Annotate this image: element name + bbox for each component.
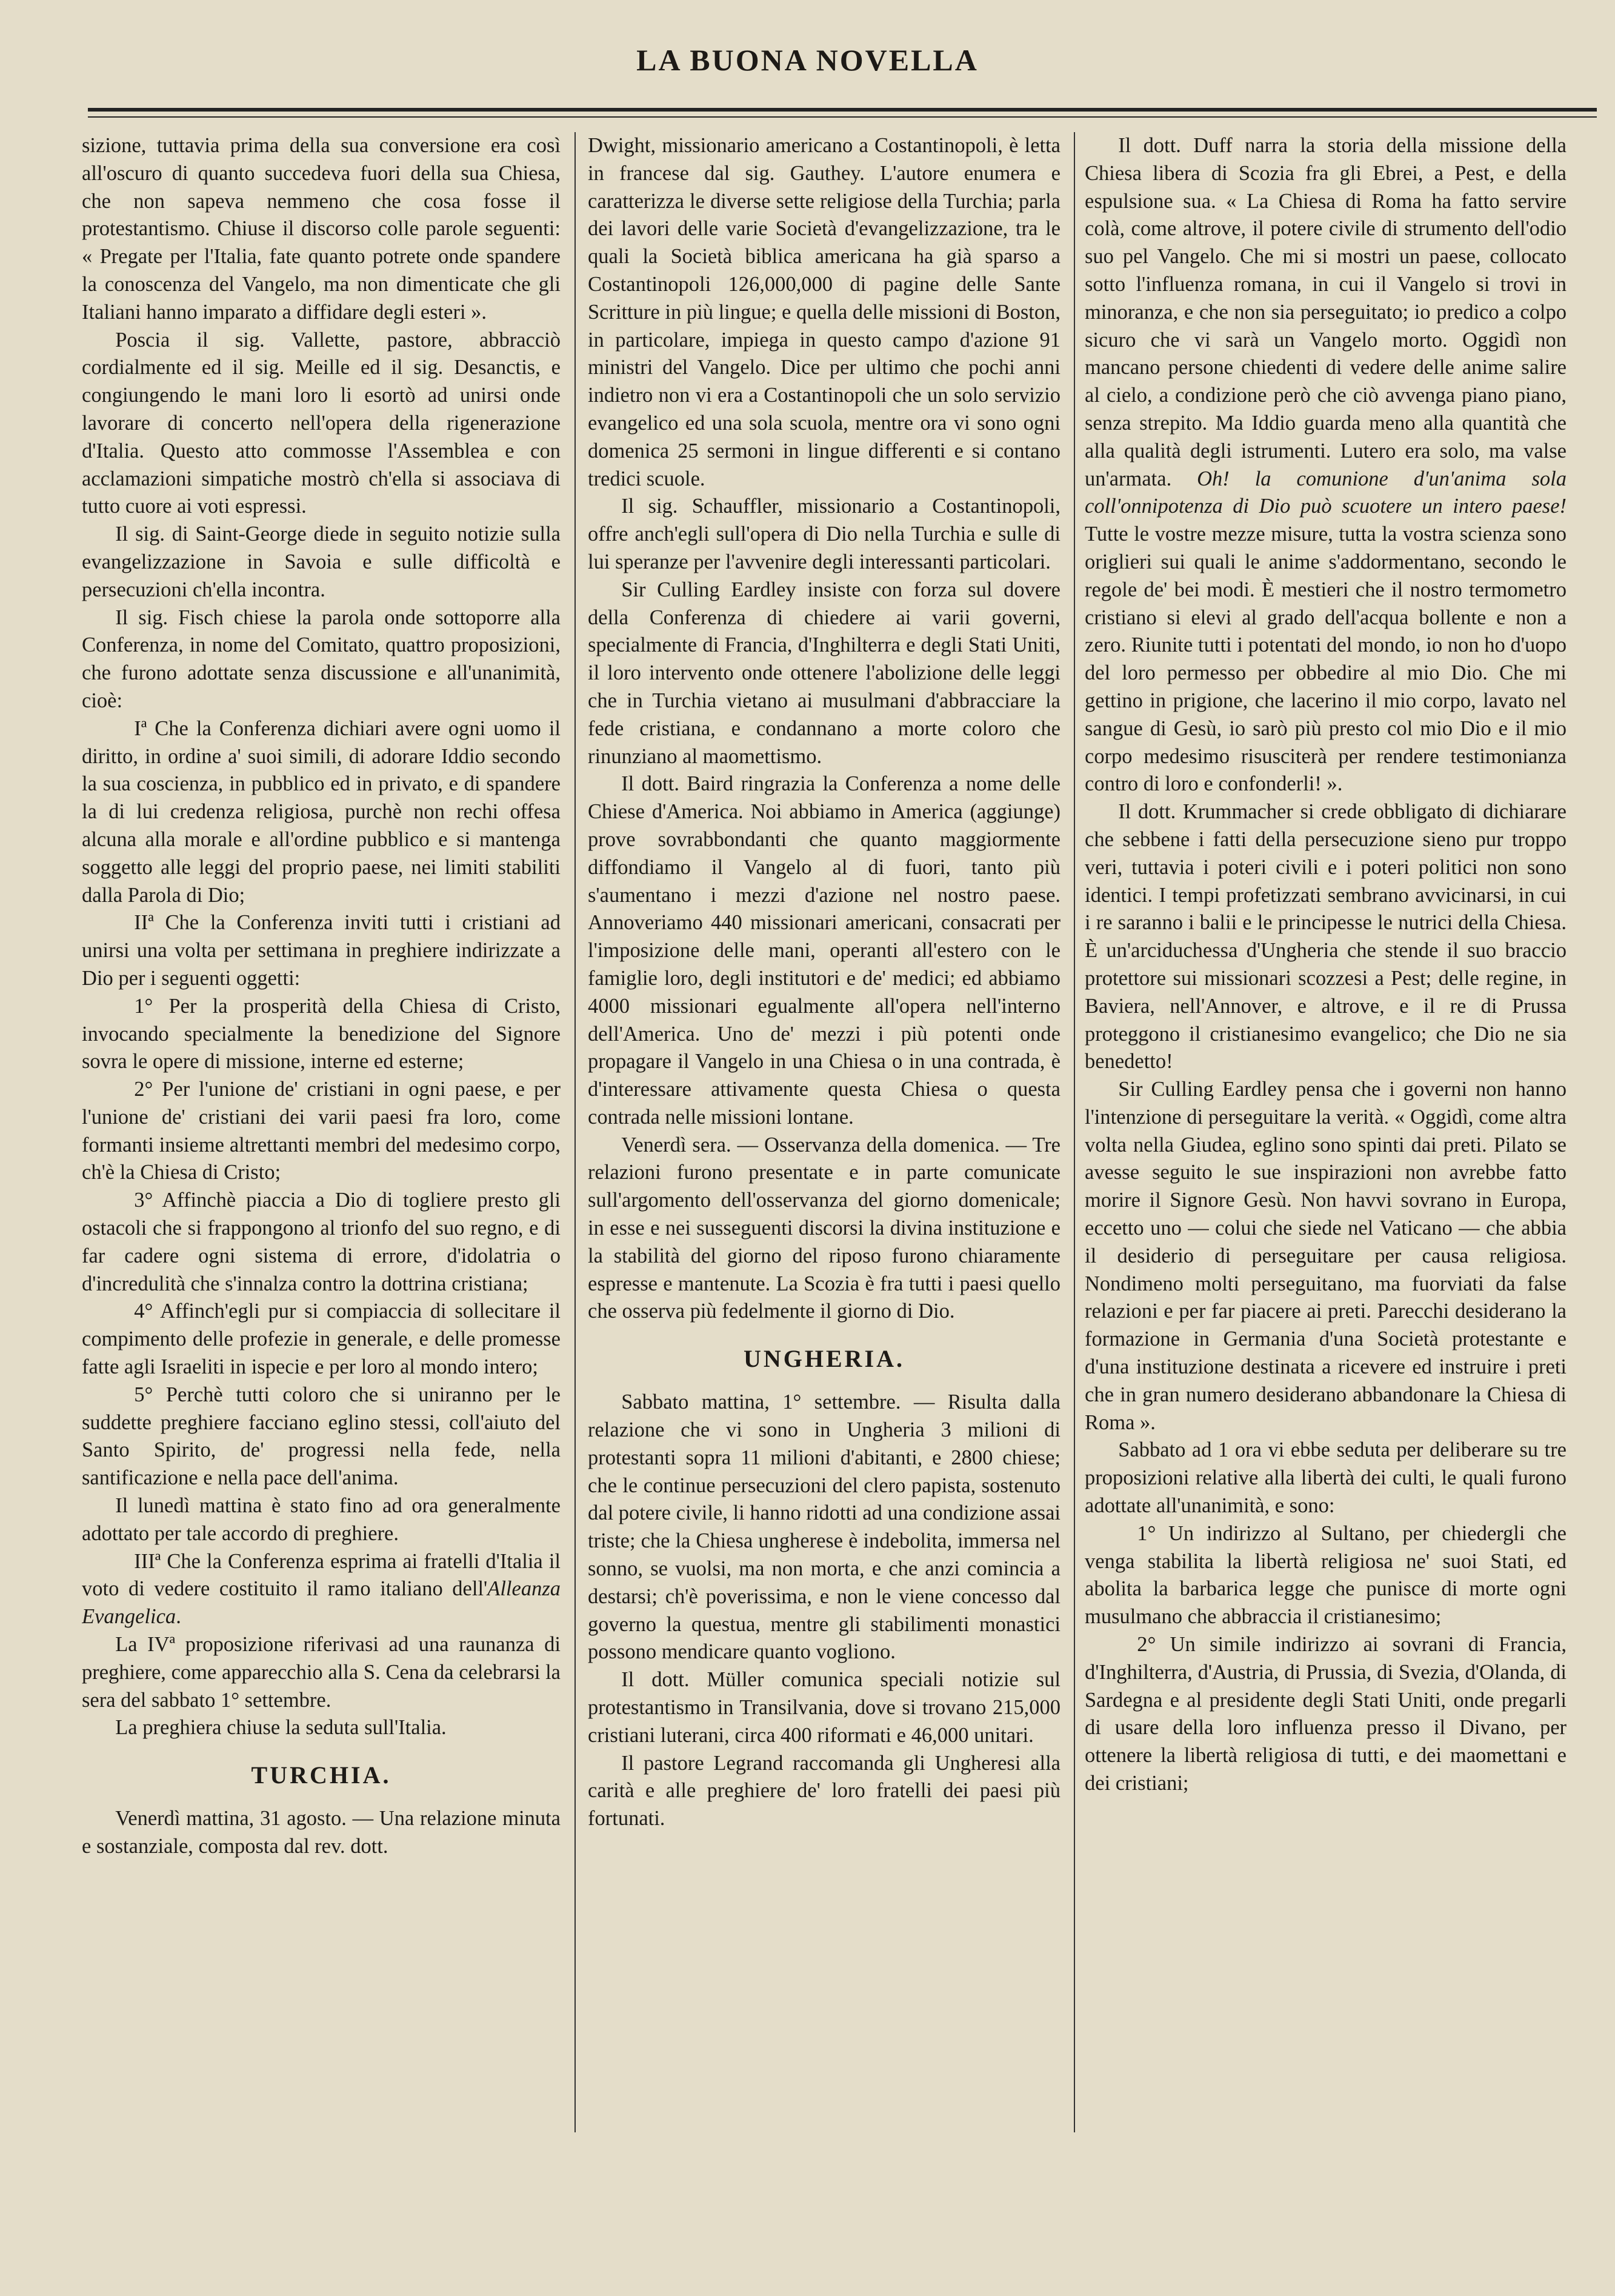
column-divider [574,132,576,2132]
proposition-2: IIª Che la Conferenza inviti tutti i cristiani ad unirsi una volta per settimana in preghiere indirizzate a Dio per i seguenti oggetti: [82,911,561,990]
prayer-item-4: 4° Affinch'egli pur si compiaccia di sollecitare il compimento delle profezie in generale, e delle promesse fatte agli Israeliti in ispecie e per loro al mondo intero; [82,1300,561,1379]
duff-speech-end: Tutte le vostre mezze misure, tutta la vostra scienza sono origlieri sui quali le anime s'addormentano, secondo le regole de' bei modi. È mestieri che il nostro termometro cristiano si elevi al grado dell'acqua bollente e non a zero. Riunite tutti i potentati del mondo, io non ho d'uopo del loro permesso per obbedire al mio Dio. Che mi gettino in prigione, che lacerino il mio corpo, lavato nel sangue di Gesù, io sarò più presto col mio Dio e il mio corpo medesimo risusciterà per rendere testimonianza contro di loro e confonderli! ». [1085,522,1567,796]
paragraph: Il lunedì mattina è stato fino ad ora generalmente adottato per tale accordo di preghiere. [82,1494,561,1545]
paragraph: Il sig. Fisch chiese la parola onde sottoporre alla Conferenza, in nome del Comitato, quattro proposizioni, che furono adottate senza discussione e all'unanimità, cioè: [82,606,561,712]
paragraph: Il sig. Schauffler, missionario a Costantinopoli, offre anch'egli sull'opera di Dio nella Turchia e sulle di lui speranze per l'avvenire degli interessanti particolari. [588,495,1061,573]
paragraph: Il sig. di Saint-George diede in seguito notizie sulla evangelizzazione in Savoia e sulle difficoltà e persecuzioni ch'ella incontra. [82,522,561,601]
liberty-item-1: 1° Un indirizzo al Sultano, per chiedergli che venga stabilita la libertà religiosa ne' suoi Stati, ed abolita la barbarica legge che punisce di morte ogni musulmano che abbraccia il cristianesimo; [1085,1521,1567,1629]
column-3 [1085,132,1567,2151]
proposition-1: Iª Che la Conferenza dichiari avere ogni uomo il diritto, in ordine a' suoi simili, di adorare Iddio secondo la sua coscienza, in pubblico ed in privato, e di spandere la di lui credenza religiosa, purchè non rechi offesa alcuna alla morale e all'ordine pubblico e si mantenga soggetto alle leggi del proprio paese, nei limiti stabiliti dalla Parola di Dio; [82,716,561,907]
paragraph: Venerdì mattina, 31 agosto. — Una relazione minuta e sostanziale, composta dal rev. dott. [82,1807,561,1858]
paragraph: Il dott. Baird ringrazia la Conferenza a nome delle Chiese d'America. Noi abbiamo in America (aggiunge) prove sovrabbondanti che quanto maggiormente diffondiamo il Vangelo al di fuori, tanto più s'aumentano i mezzi d'azione nel nostro paese. Annoveriamo 440 missionari americani, consacrati per l'imposizione delle mani, operanti all'estero con le famiglie loro, degli institutori e de' medici; ed abbiamo 4000 missionari egualmente all'opera nell'interno dell'America. Uno de' mezzi i più potenti onde propagare il Vangelo in una Chiesa o in una contrada, è d'interessare attivamente questa Chiesa o questa contrada nelle missioni lontane. [588,772,1061,1129]
proposition-3-end: . [176,1605,181,1629]
column-divider [1074,132,1075,2132]
column-1 [82,132,561,2151]
paragraph: Sabbato ad 1 ora vi ebbe seduta per deliberare su tre proposizioni relative alla libertà dei culti, le quali furono adottate all'unanimità, e sono: [1085,1438,1567,1518]
paragraph: Sir Culling Eardley insiste con forza sul dovere della Conferenza di chiedere ai varii governi, specialmente di Francia, d'Inghilterra e degli Stati Uniti, il loro intervento onde ottenere l'abolizione delle leggi che in Turchia vietano ai musulmani d'abbracciare la fede cristiana, e condannano a morte coloro che rinunziano al maomettismo. [588,578,1061,768]
section-heading-ungheria: UNGHERIA. [743,1345,905,1373]
paragraph: Poscia il sig. Vallette, pastore, abbracciò cordialmente ed il sig. Meille ed il sig. Desanctis, e congiungendo le mani loro li esortò ad unirsi onde lavorare di concerto nell'opera della rigenerazione d'Italia. Questo atto commosse l'Assemblea e con acclamazioni simpatiche mostrò ch'ella si associava di tutto cuore ai voti espressi. [82,328,561,518]
header-rule-thin [88,116,1597,118]
paragraph: Sir Culling Eardley pensa che i governi non hanno l'intenzione di perseguitare la verità. « Oggidì, come altra volta nella Giudea, eglino sono spinti dai preti. Pilato se avesse seguito le sue inspirazioni non avrebbe fatto morire il Signore Gesù. Non havvi sovrano in Europa, eccetto uno — colui che siede nel Vaticano — che abbia il desiderio di perseguitare per causa religiosa. Nondimeno molti perseguitano, ma fuorviati da false relazioni e per far piacere ai preti. Parecchi desiderano la formazione in Germania d'una Società protestante e d'una instituzione destinata a ricevere ed instruire i preti che in gran numero desiderano abbandonare la Chiesa di Roma ». [1085,1078,1567,1434]
masthead-title: LA BUONA NOVELLA [636,43,979,77]
proposition-3-text: IIIª Che la Conferenza esprima ai fratelli d'Italia il voto di vedere costituito il ramo italiano dell' [82,1549,561,1601]
paragraph: Dwight, missionario americano a Costantinopoli, è letta in francese dal sig. Gauthey. L'autore enumera e caratterizza le diverse sette religiose della Turchia; parla dei lavori delle varie Società d'evangelizzazione, tra le quali la Società biblica americana ha già sparso a Costantinopoli 126,000,000 di pagine delle Sante Scritture in più lingue; e quella delle missioni di Boston, in particolare, impiega in questo campo d'azione 91 ministri del Vangelo. Dice per ultimo che pochi anni indietro non vi era a Costantinopoli che un solo servizio evangelico ed una sola scuola, mentre ora vi sono ogni domenica 25 sermoni in lingue differenti e si contano tredici scuole. [588,134,1061,490]
header-rule-thick [88,108,1597,112]
paragraph: Venerdì sera. — Osservanza della domenica. — Tre relazioni furono presentate e in parte comunicate sull'argomento dell'osservanza del giorno domenicale; in esse e nei susseguenti discorsi la divina instituzione e la stabilità del giorno del riposo furono chiaramente espresse e mantenute. La Scozia è fra tutti i paesi quello che osserva più fedelmente il giorno di Dio. [588,1133,1061,1323]
paragraph: Il dott. Krummacher si crede obbligato di dichiarare che sebbene i fatti della persecuzione sieno pur troppo veri, tuttavia i poteri civili e i poteri politici non sono identici. I tempi profetizzati sembrano avvicinarsi, in cui i re saranno i balii e le principesse le nutrici della Chiesa. È un'arciduchessa d'Ungheria che stende il suo braccio protettore sui missionari scozzesi a Pest; delle regine, in Baviera, nell'Annover, e altrove, e il re di Prussa proteggono il cristianesimo evangelico; che Dio ne sia benedetto! [1085,800,1567,1073]
duff-speech-italic: Oh! la comunione d'un'anima sola coll'onnipotenza di Dio può scuotere un intero paese! [1085,467,1567,518]
paragraph [1085,132,1567,798]
section-heading-turchia: TURCHIA. [251,1761,391,1789]
duff-speech: Il dott. Duff narra la storia della missione della Chiesa libera di Scozia fra gli Ebrei, a Pest, e della espulsione sua. « La Chiesa di Roma ha fatto servire colà, come altrove, il potere civile di strumento dell'odio suo pel Vangelo. Che mi si mostri un paese, collocato sotto l'influenza romana, in cui il Vangelo si trovi in minoranza, e che non sia perseguitato; io predico a colpo sicuro che vi sarà un Vangelo morto. Oggidì non mancano persone chiedenti di vedere delle anime salire al cielo, a condizione però che ciò avvenga piano piano, senza strepito. Ma Iddio guarda meno alla quantità che alla qualità degli istrumenti. Lutero era solo, ma valse un'armata. [1085,134,1567,490]
paragraph: Sabbato mattina, 1° settembre. — Risulta dalla relazione che vi sono in Ungheria 3 milioni di protestanti sopra 11 milioni d'abitanti, e 2800 chiese; che le continue persecuzioni del clero papista, sostenuto dal potere civile, li hanno ridotti ad una condizione assai triste; che la Chiesa ungherese è indebolita, immersa nel sonno, se vuolsi, ma non morta, e che anzi comincia a destarsi; ch'è poverissima, e non le viene concesso dal governo la questua, mentre gli stabilimenti monastici possono mendicare quanto vogliono. [588,1390,1061,1664]
paragraph: sizione, tuttavia prima della sua conversione era così all'oscuro di quanto succedeva fuori della sua Chiesa, che non sapeva nemmeno che cosa fosse il protestantismo. Chiuse il discorso colle parole seguenti: « Pregate per l'Italia, fate quanto potrete onde spandere la conoscenza del Vangelo, ma non dimenticate che gli Italiani hanno imparato a diffidare degli esteri ». [82,134,561,324]
prayer-item-5: 5° Perchè tutti coloro che si uniranno per le suddette preghiere facciano eglino stessi, coll'aiuto del Santo Spirito, de' progressi nella fede, nella santificazione e nella pace dell'anima. [82,1383,561,1490]
prayer-item-3: 3° Affinchè piaccia a Dio di togliere presto gli ostacoli che si frappongono al trionfo del suo regno, e di far cadere ogni sistema di errore, d'idolatria o d'incredulità che s'innalza contro la dottrina cristiana; [82,1189,561,1295]
paragraph: La IVª proposizione riferivasi ad una raunanza di preghiere, come apparecchio alla S. Cena da celebrarsi la sera del sabbato 1° settembre. [82,1633,561,1712]
proposition-3 [82,1548,561,1631]
alleanza-name: Alleanza Evangelica [82,1577,561,1629]
column-2 [588,132,1061,2151]
paragraph: Il pastore Legrand raccomanda gli Ungheresi alla carità e alle preghiere de' loro fratelli dei paesi più fortunati. [588,1751,1061,1830]
liberty-item-2: 2° Un simile indirizzo ai sovrani di Francia, d'Inghilterra, d'Austria, di Prussia, di Svezia, d'Olanda, di Sardegna e al presidente degli Stati Uniti, onde pregarli di usare della loro influenza presso il Divano, per ottenere la libertà religiosa di tutti, e dei maomettani e dei cristiani; [1085,1633,1567,1795]
prayer-item-2: 2° Per l'unione de' cristiani in ogni paese, e per l'unione de' cristiani dei varii paesi fra loro, come formanti insieme altrettanti membri del medesimo corpo, ch'è la Chiesa di Cristo; [82,1078,561,1184]
prayer-item-1: 1° Per la prosperità della Chiesa di Cristo, invocando specialmente la benedizione del Signore sovra le opere di missione, interne ed esterne; [82,994,561,1073]
paragraph: Il dott. Müller comunica speciali notizie sul protestantismo in Transilvania, dove si trovano 215,000 cristiani luterani, circa 400 riformati e 46,000 unitari. [588,1668,1061,1747]
paragraph: La preghiera chiuse la seduta sull'Italia. [115,1716,447,1740]
